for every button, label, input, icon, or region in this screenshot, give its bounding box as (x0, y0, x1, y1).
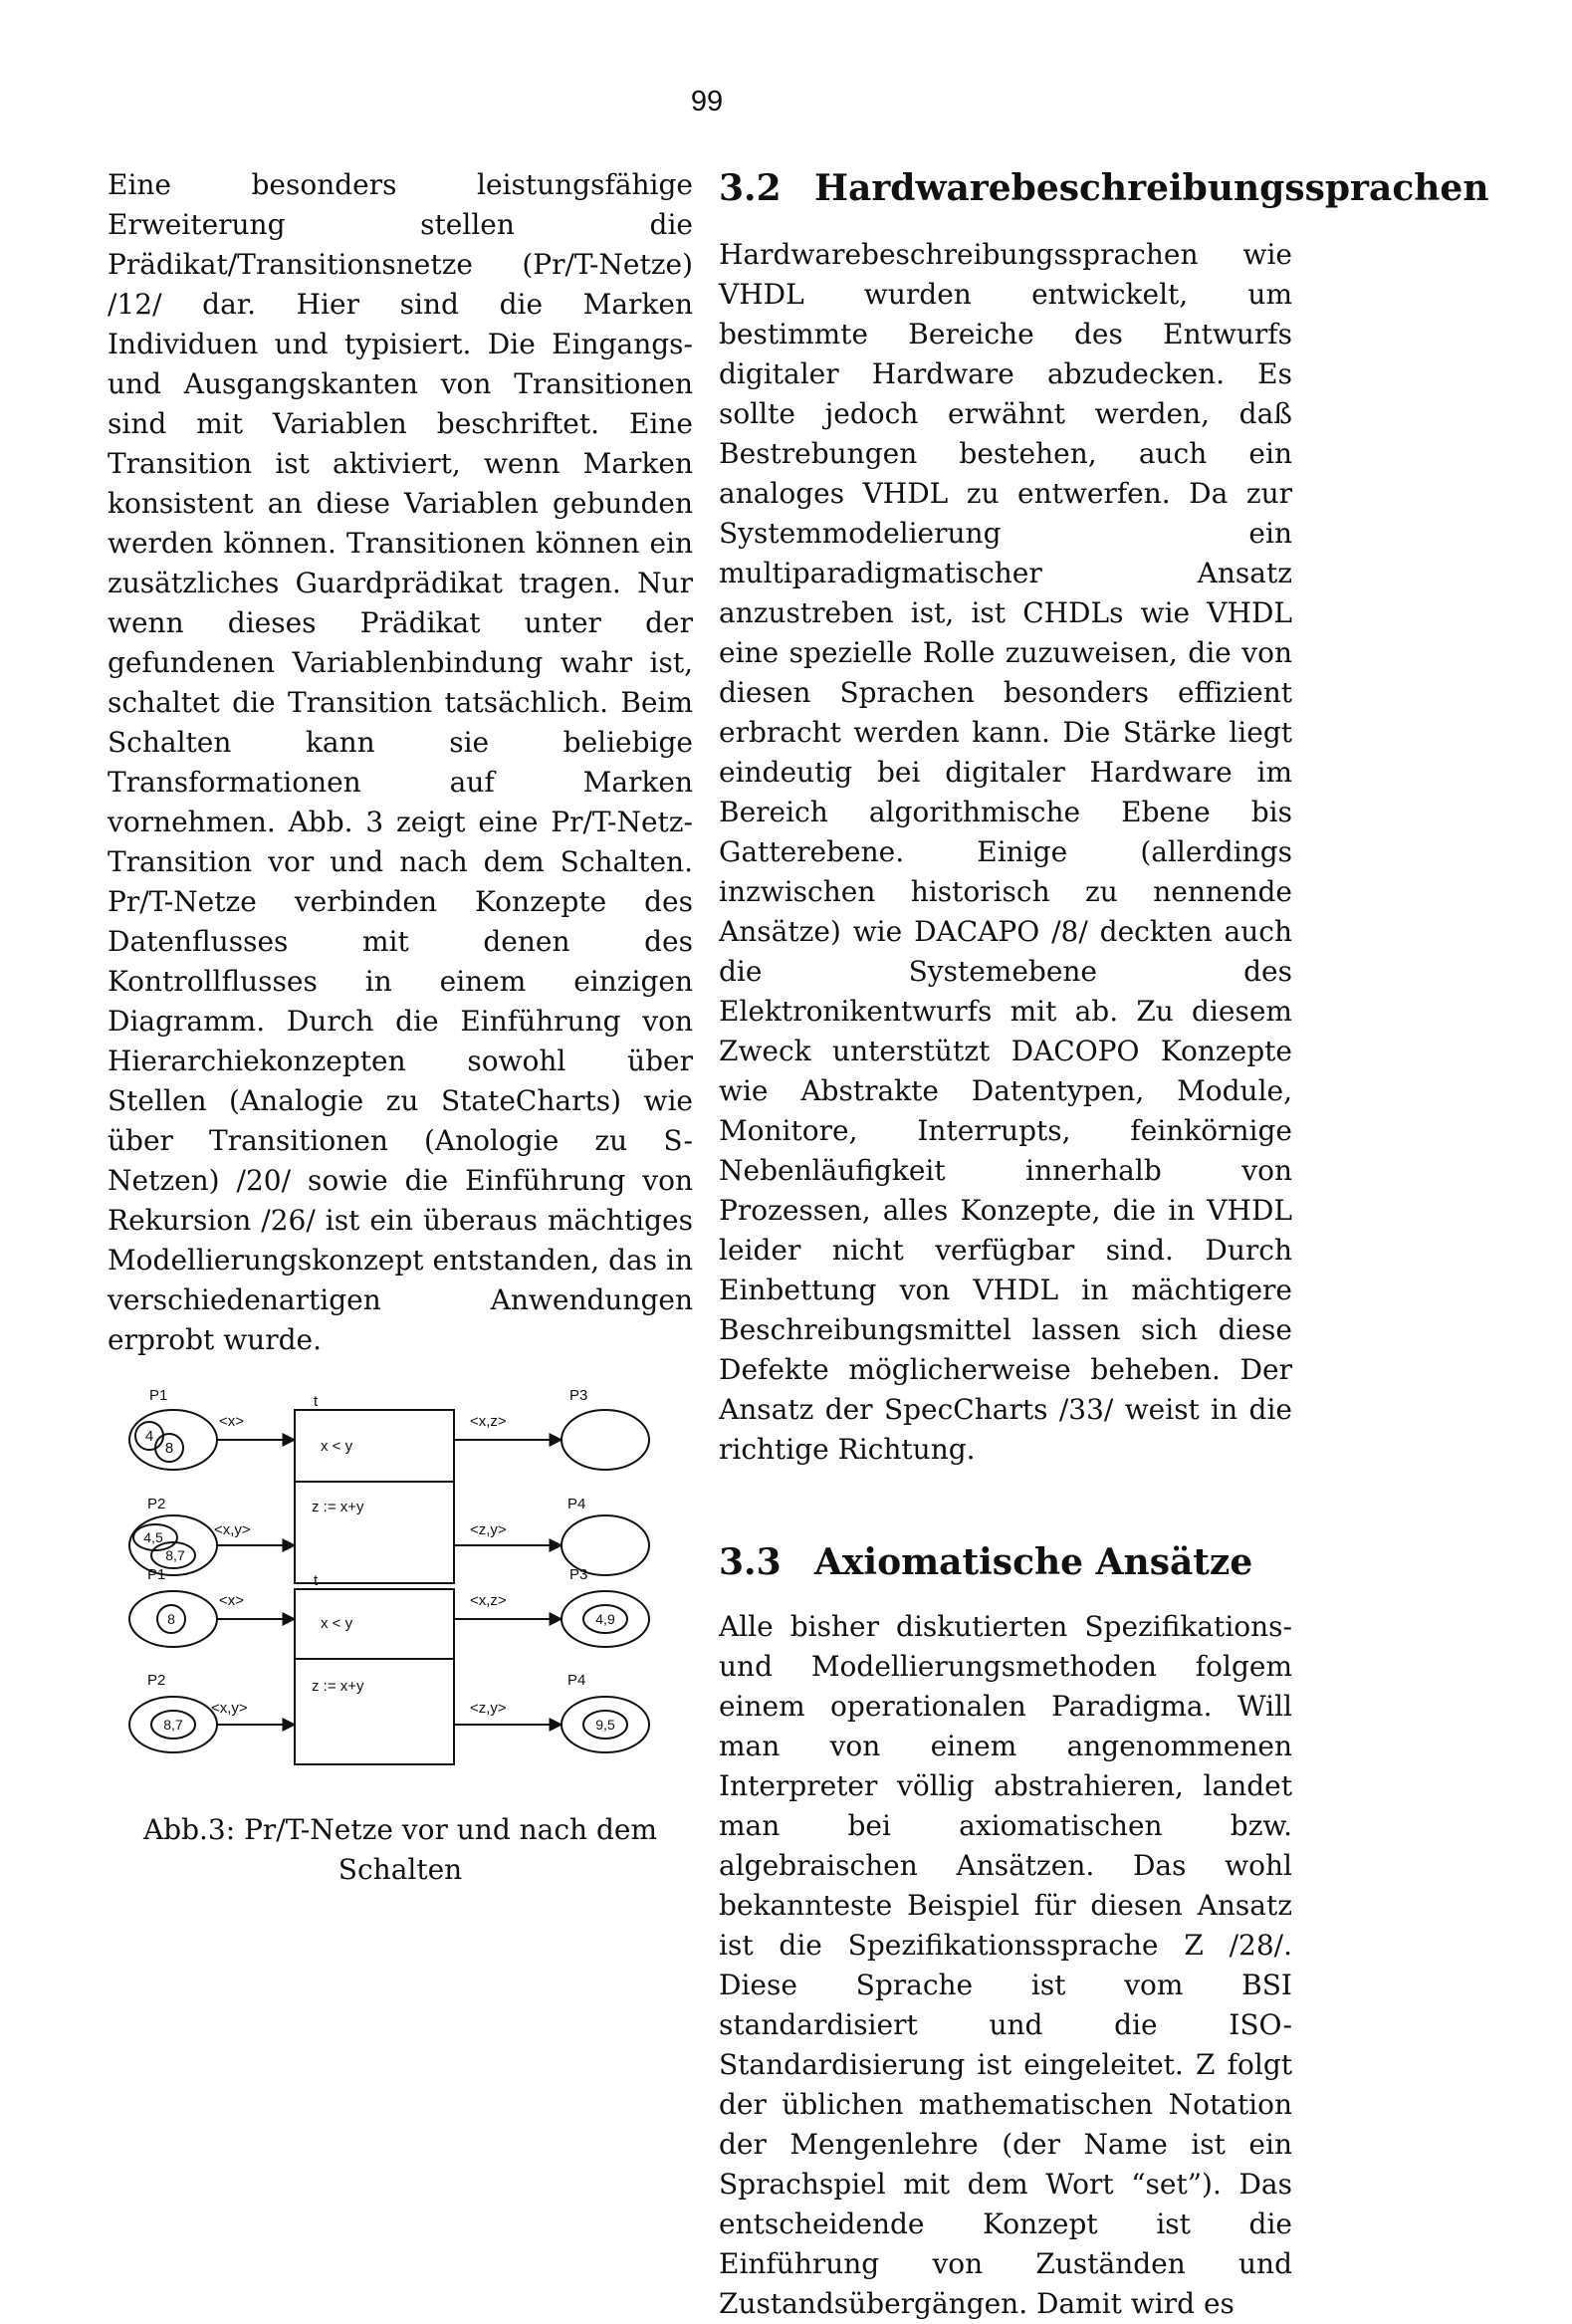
token: 8,7 (165, 1547, 185, 1563)
action-label: z := x+y (312, 1678, 364, 1695)
transition-box (295, 1589, 454, 1764)
transition-box (295, 1410, 454, 1583)
figure-pr-t-netze (108, 1382, 693, 1890)
place-label-p3: P3 (569, 1387, 588, 1404)
net-before (129, 1387, 649, 1583)
section-heading-3-3 (719, 1539, 1292, 1585)
action-label: z := x+y (312, 1499, 364, 1515)
section-heading-3-2 (719, 165, 1489, 211)
section-3-3-paragraph: Alle bisher diskutierten Spezifikations- und Modellierungsmethoden folgem einem operationalen Paradigma. Will man von einem angenommenen Interpreter völlig abstrahieren, landet man bei axiomatischen bzw. algebraischen Ansätzen. Das wohl bekannteste Beispiel für diesen Ansatz ist die Spezifikationssprache Z /28/. Diese Sprache ist vom BSI standardisiert und die ISO-Standardisierung ist eingeleitet. Z folgt der üblichen mathematischen Notation der Mengenlehre (der Name ist ein Sprachspiel mit dem Wort “set”). Das entscheidende Konzept ist die Einführung von Zuständen und Zustandsübergängen. Damit wird es (719, 1610, 1292, 2320)
section-title: Axiomatische Ansätze (814, 1541, 1253, 1583)
arc-label-p1: <x> (219, 1592, 245, 1609)
transition-label: t (314, 1393, 319, 1410)
token: 9,5 (595, 1717, 615, 1733)
token: 4,9 (595, 1611, 615, 1627)
section-title: Hardwarebeschreibungssprachen (814, 167, 1489, 209)
token: 8,7 (163, 1717, 183, 1733)
token: 8 (167, 1611, 175, 1627)
place-p3 (561, 1410, 649, 1470)
page-number: 99 (690, 86, 724, 117)
right-column (719, 165, 1489, 2324)
place-label-p1: P1 (147, 1566, 166, 1583)
token: 4 (144, 1428, 154, 1445)
place-label-p1: P1 (149, 1387, 168, 1404)
section-3-2-paragraph: Hardwarebeschreibungssprachen wie VHDL wurden entwickelt, um bestimmte Bereiche des Entwurfs digitaler Hardware abzudecken. Es sollte jedoch erwähnt werden, daß Bestrebungen bestehen, auch ein analoges VHDL zu entwerfen. Da zur Systemmodelierung ein multiparadigmatischer Ansatz anzustreben ist, ist CHDLs wie VHDL eine spezielle Rolle zuzuweisen, die von diesen Sprachen besonders effizient erbracht werden kann. Die Stärke liegt eindeutig bei digitaler Hardware im Bereich algorithmische Ebene bis Gatterebene. Einige (allerdings inzwischen historisch zu nennende Ansätze) wie DACAPO /8/ deckten auch die Systemebene des Elektronikentwurfs mit ab. Zu diesem Zweck unterstützt DACOPO Konzepte wie Abstrakte Datentypen, Module, Monitore, Interrupts, feinkörnige Nebenläufigkeit innerhalb von Prozessen, alles Konzepte, die in VHDL leider nicht verfügbar sind. Durch Einbettung von VHDL in mächtigere Beschreibungsmittel lassen sich diese Defekte möglicherweise beheben. Der Ansatz der SpecCharts /33/ weist in die richtige Richtung. (719, 238, 1292, 1466)
token: 8 (164, 1440, 174, 1457)
arc-label-p4: <z,y> (470, 1700, 507, 1717)
arc-label-p2: <x,y> (211, 1700, 248, 1717)
section-number: 3.3 (719, 1541, 782, 1583)
token: 4,5 (143, 1529, 163, 1545)
place-label-p2: P2 (147, 1672, 166, 1689)
guard-label: x < y (321, 1615, 353, 1632)
figure-caption: Abb.3: Pr/T-Netze vor und nach dem Schalten (142, 1813, 658, 1886)
place-label-p2: P2 (147, 1496, 166, 1512)
arc-label-p3: <x,z> (470, 1413, 507, 1430)
arc-label-p3: <x,z> (470, 1592, 507, 1609)
place-label-p4: P4 (567, 1496, 586, 1512)
place-label-p4: P4 (567, 1672, 586, 1689)
petri-net-diagram-after (108, 1561, 693, 1790)
section-number: 3.2 (719, 167, 782, 209)
left-paragraph: Eine besonders leistungsfähige Erweiterung stellen die Prädikat/Transitionsnetze (Pr/T-Netze) /12/ dar. Hier sind die Marken Individuen und typisiert. Die Eingangs- und Ausgangskanten von Transitionen sind mit Variablen beschriftet. Eine Transition ist aktiviert, wenn Marken konsistent an diese Variablen gebunden werden können. Transitionen können ein zusätzliches Guardprädikat tragen. Nur wenn dieses Prädikat unter der gefundenen Variablenbindung wahr ist, schaltet die Transition tatsächlich. Beim Schalten kann sie beliebige Transformationen auf Marken vornehmen. Abb. 3 zeigt eine Pr/T-Netz- Transition vor und nach dem Schalten. Pr/T-Netze verbinden Konzepte des Datenflusses mit denen des Kontrollflusses in einem einzigen Diagramm. Durch die Einführung von Hierarchiekonzepten sowohl über Stellen (Analogie zu StateCharts) wie über Transitionen (Anologie zu S-Netzen) /20/ sowie die Einführung von Rekursion /26/ ist ein überaus mächtiges Modellierungskonzept entstanden, das in verschiedenartigen Anwendungen erprobt wurde. (108, 168, 693, 1356)
transition-label: t (314, 1572, 319, 1589)
arc-label-p4: <z,y> (470, 1521, 507, 1538)
left-column (108, 165, 693, 1890)
place-label-p3: P3 (569, 1566, 588, 1583)
arc-label-p1: <x> (219, 1413, 245, 1430)
arc-label-p2: <x,y> (214, 1521, 251, 1538)
guard-label: x < y (321, 1438, 353, 1455)
